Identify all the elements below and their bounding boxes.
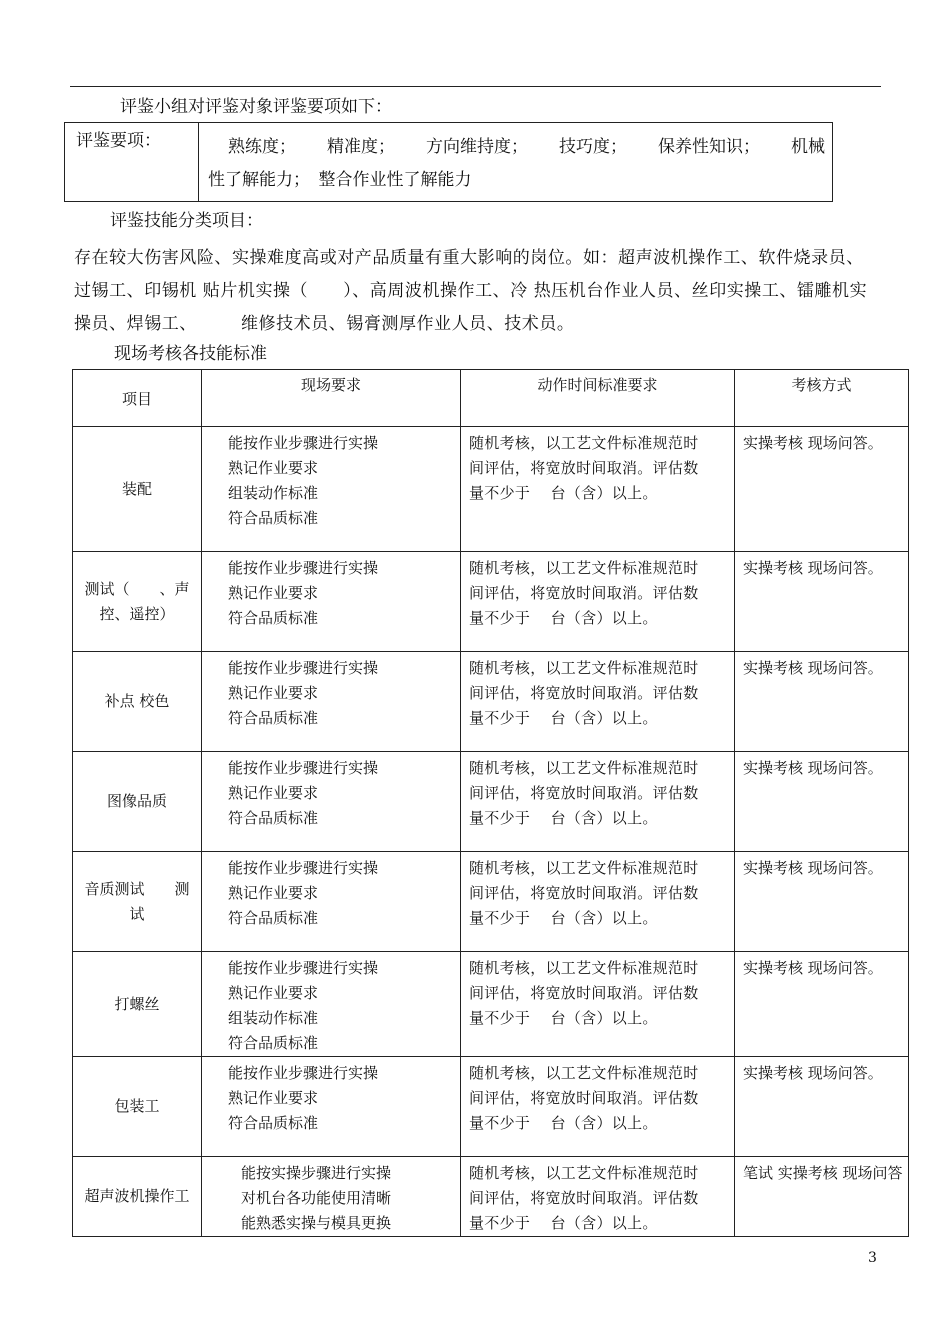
- skill-standards-table: [72, 369, 909, 1237]
- row-item: 图像品质: [73, 752, 202, 852]
- row-requirements: [202, 652, 461, 752]
- row-time-standard: [461, 952, 735, 1057]
- time-line: 间评估，将宽放时间取消。评估数: [469, 984, 699, 1002]
- header-rule: [70, 86, 881, 87]
- table-row: [73, 1057, 909, 1157]
- row-method: 实操考核 现场问答。: [735, 852, 909, 952]
- time-line: 间评估，将宽放时间取消。评估数: [469, 1089, 699, 1107]
- time-line: 量不少于 台（含）以上。: [469, 484, 658, 502]
- row-time-standard: [461, 552, 735, 652]
- row-requirements: [202, 1057, 461, 1157]
- table-row: [73, 427, 909, 552]
- time-line: 间评估，将宽放时间取消。评估数: [469, 784, 699, 802]
- evaluation-item: 方向维持度；: [426, 137, 528, 157]
- time-line: 量不少于 台（含）以上。: [469, 1214, 658, 1232]
- time-line: 量不少于 台（含）以上。: [469, 809, 658, 827]
- requirement-line: 熟记作业要求: [228, 584, 319, 602]
- time-line: 随机考核，以工艺文件标准规范时: [469, 434, 699, 452]
- row-method: 实操考核 现场问答。: [735, 427, 909, 552]
- requirement-line: 符合品质标准: [228, 609, 319, 627]
- row-requirements: [202, 552, 461, 652]
- table-header-row: [73, 370, 909, 427]
- time-line: 间评估，将宽放时间取消。评估数: [469, 884, 699, 902]
- row-requirements: [202, 852, 461, 952]
- requirement-line: 熟记作业要求: [228, 684, 319, 702]
- evaluation-item: 机械: [791, 137, 825, 157]
- time-line: 随机考核，以工艺文件标准规范时: [469, 759, 699, 777]
- requirement-line: 熟记作业要求: [228, 784, 319, 802]
- header-assessment-method: 考核方式: [735, 370, 909, 427]
- row-method: 实操考核 现场问答。: [735, 952, 909, 1057]
- time-line: 间评估，将宽放时间取消。评估数: [469, 1189, 699, 1207]
- evaluation-items-value: [208, 131, 825, 197]
- requirement-line: 能按作业步骤进行实操: [228, 759, 379, 777]
- requirement-line: 能按实操步骤进行实操: [241, 1164, 392, 1182]
- requirement-line: 符合品质标准: [228, 909, 319, 927]
- time-line: 量不少于 台（含）以上。: [469, 909, 658, 927]
- time-line: 间评估，将宽放时间取消。评估数: [469, 459, 699, 477]
- header-item: 项目: [73, 370, 202, 427]
- time-line: 随机考核，以工艺文件标准规范时: [469, 559, 699, 577]
- row-method: 实操考核 现场问答。: [735, 552, 909, 652]
- requirement-line: 符合品质标准: [228, 509, 319, 527]
- time-line: 随机考核，以工艺文件标准规范时: [469, 859, 699, 877]
- time-line: 间评估，将宽放时间取消。评估数: [469, 684, 699, 702]
- requirement-line: 熟记作业要求: [228, 459, 319, 477]
- row-method: 笔试 实操考核 现场问答: [735, 1157, 909, 1237]
- intro-line: 评鉴小组对评鉴对象评鉴要项如下：: [120, 97, 392, 117]
- table-row: [73, 1157, 909, 1237]
- table-row: [73, 852, 909, 952]
- row-time-standard: [461, 1057, 735, 1157]
- evaluation-items-line2: 性了解能力； 整合作业性了解能力: [208, 170, 472, 190]
- header-site-requirement: 现场要求: [202, 370, 461, 427]
- evaluation-items-box: [64, 122, 833, 202]
- requirement-line: 组装动作标准: [228, 484, 319, 502]
- requirement-line: 组装动作标准: [228, 1009, 319, 1027]
- row-item: 打螺丝: [73, 952, 202, 1057]
- requirement-line: 能按作业步骤进行实操: [228, 559, 379, 577]
- requirement-line: 熟记作业要求: [228, 1089, 319, 1107]
- row-item: 装配: [73, 427, 202, 552]
- evaluation-items-line1: [208, 131, 825, 164]
- table-row: [73, 552, 909, 652]
- row-requirements: [202, 1157, 461, 1237]
- requirement-line: 符合品质标准: [228, 1034, 319, 1052]
- requirement-line: 能按作业步骤进行实操: [228, 1064, 379, 1082]
- requirement-line: 能按作业步骤进行实操: [228, 859, 379, 877]
- time-line: 随机考核，以工艺文件标准规范时: [469, 1164, 699, 1182]
- requirement-line: 对机台各功能使用清晰: [241, 1189, 392, 1207]
- time-line: 量不少于 台（含）以上。: [469, 709, 658, 727]
- requirement-line: 符合品质标准: [228, 709, 319, 727]
- row-requirements: [202, 427, 461, 552]
- row-time-standard: [461, 752, 735, 852]
- box-divider: [198, 123, 199, 201]
- requirement-line: 能熟悉实操与模具更换: [241, 1214, 392, 1232]
- skills-heading: 评鉴技能分类项目：: [110, 211, 263, 231]
- row-method: 实操考核 现场问答。: [735, 1057, 909, 1157]
- time-line: 间评估，将宽放时间取消。评估数: [469, 584, 699, 602]
- evaluation-item: 熟练度；: [228, 137, 296, 157]
- evaluation-item: 精准度；: [327, 137, 395, 157]
- evaluation-item: 技巧度；: [559, 137, 627, 157]
- requirement-line: 符合品质标准: [228, 809, 319, 827]
- requirement-line: 能按作业步骤进行实操: [228, 434, 379, 452]
- row-time-standard: [461, 852, 735, 952]
- row-method: 实操考核 现场问答。: [735, 652, 909, 752]
- skills-paragraph: 存在较大伤害风险、实操难度高或对产品质量有重大影响的岗位。如：超声波机操作工、软件烧录员、过锡工、印锡机 贴片机实操（ ）、高周波机操作工、冷 热压机台作业人员、丝印实操工、镭雕机实操员、焊锡工、 维修技术员、锡膏测厚作业人员、技术员。: [74, 248, 868, 334]
- evaluation-items-label: 评鉴要项：: [76, 131, 161, 151]
- row-item: 测试（ 、声控、遥控）: [73, 552, 202, 652]
- row-item: 包装工: [73, 1057, 202, 1157]
- time-line: 量不少于 台（含）以上。: [469, 1114, 658, 1132]
- row-requirements: [202, 752, 461, 852]
- time-line: 量不少于 台（含）以上。: [469, 609, 658, 627]
- table-row: [73, 652, 909, 752]
- row-time-standard: [461, 652, 735, 752]
- table-heading: 现场考核各技能标准: [114, 344, 267, 364]
- row-item: 补点 校色: [73, 652, 202, 752]
- requirement-line: 熟记作业要求: [228, 984, 319, 1002]
- row-time-standard: [461, 427, 735, 552]
- row-requirements: [202, 952, 461, 1057]
- row-item: 超声波机操作工: [73, 1157, 202, 1237]
- row-item: 音质测试 测试: [73, 852, 202, 952]
- time-line: 随机考核，以工艺文件标准规范时: [469, 659, 699, 677]
- time-line: 随机考核，以工艺文件标准规范时: [469, 959, 699, 977]
- requirement-line: 符合品质标准: [228, 1114, 319, 1132]
- requirement-line: 熟记作业要求: [228, 884, 319, 902]
- table-row: [73, 752, 909, 852]
- page-number: 3: [868, 1250, 877, 1266]
- time-line: 随机考核，以工艺文件标准规范时: [469, 1064, 699, 1082]
- table-row: [73, 952, 909, 1057]
- row-method: 实操考核 现场问答。: [735, 752, 909, 852]
- time-line: 量不少于 台（含）以上。: [469, 1009, 658, 1027]
- evaluation-item: 保养性知识；: [658, 137, 760, 157]
- row-time-standard: [461, 1157, 735, 1237]
- requirement-line: 能按作业步骤进行实操: [228, 959, 379, 977]
- header-time-standard: 动作时间标准要求: [461, 370, 735, 427]
- requirement-line: 能按作业步骤进行实操: [228, 659, 379, 677]
